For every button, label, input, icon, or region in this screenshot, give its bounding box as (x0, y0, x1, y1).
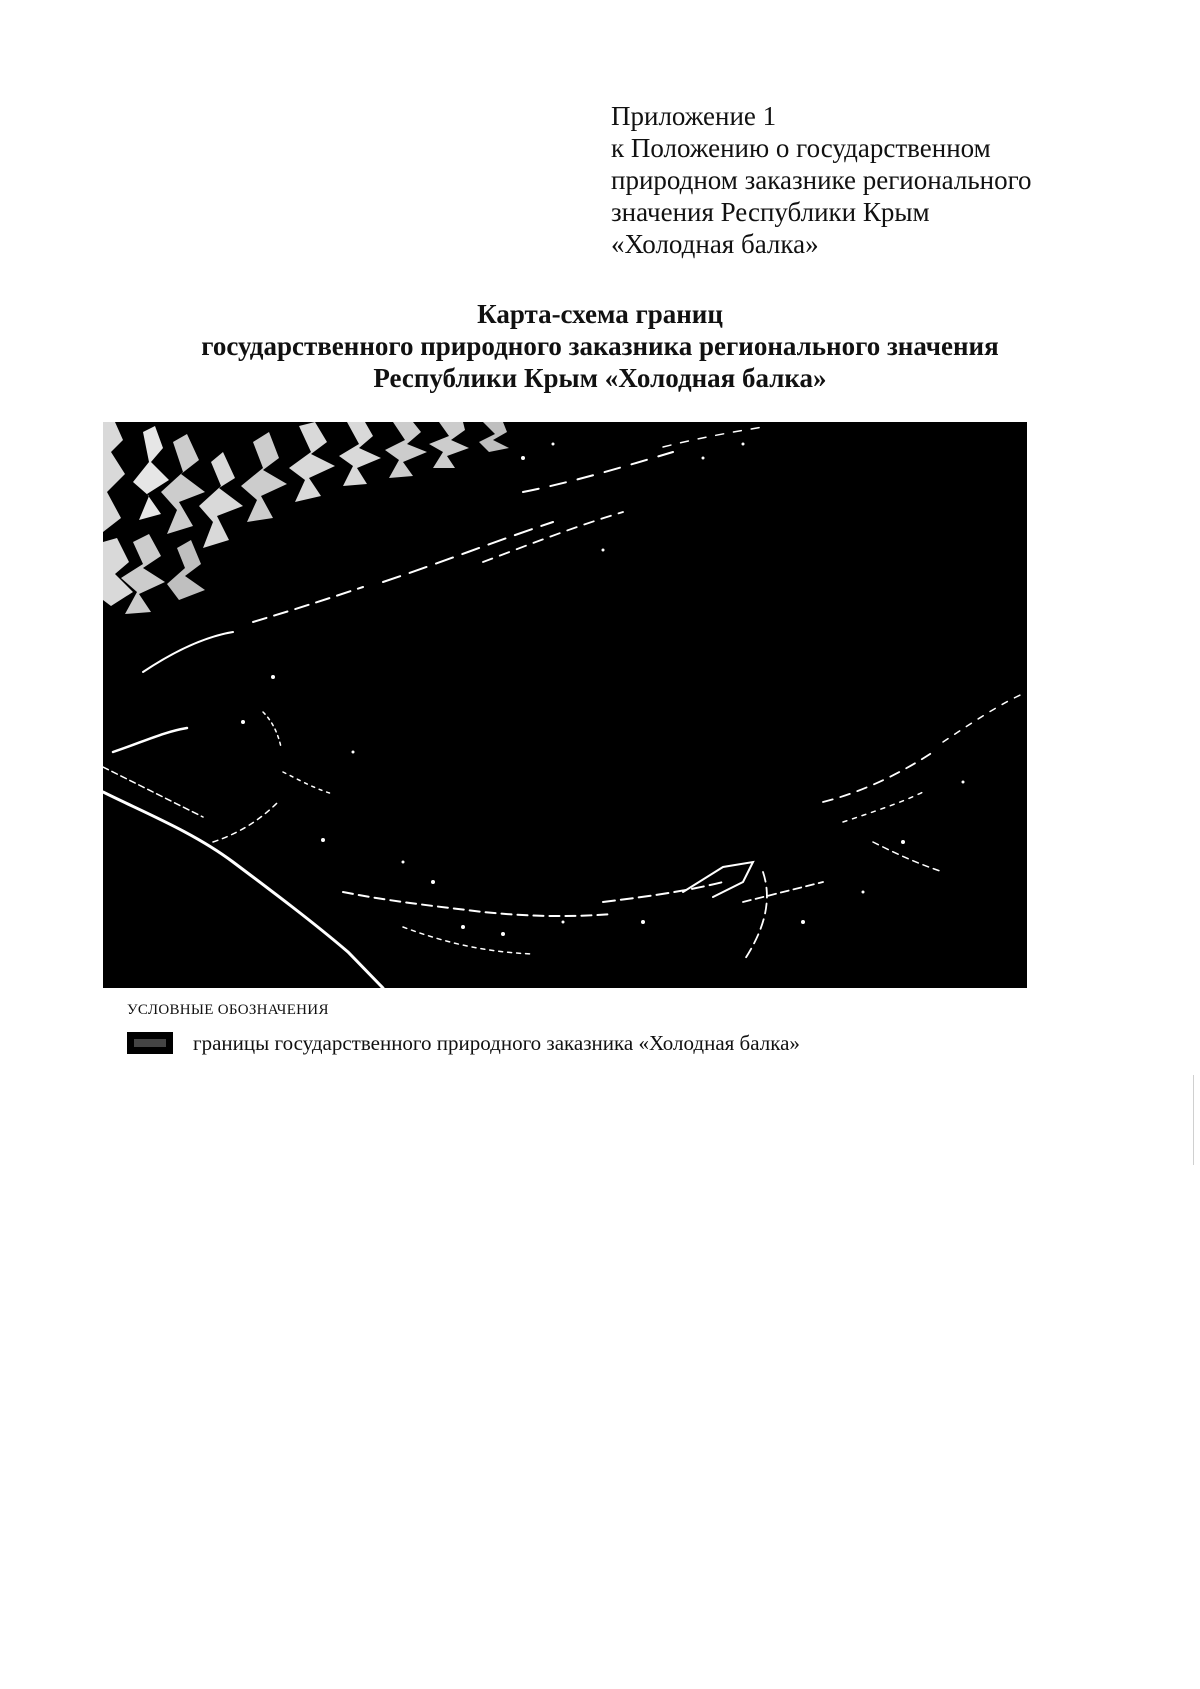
speckle (702, 457, 705, 460)
speckle (641, 920, 645, 924)
title-line: Республики Крым «Холодная балка» (373, 363, 827, 393)
appendix-line: значения Республики Крым (611, 197, 930, 227)
speckle (862, 891, 865, 894)
title-line: Карта-схема границ (477, 299, 723, 329)
appendix-line: природном заказнике регионального (611, 165, 1032, 195)
appendix-note (611, 100, 1081, 260)
speckle (352, 751, 355, 754)
speckle (501, 932, 505, 936)
speckle (321, 838, 325, 842)
speckle (552, 443, 555, 446)
speckle (271, 675, 275, 679)
speckle (901, 840, 905, 844)
speckle (521, 456, 525, 460)
document-title (100, 298, 1100, 394)
legend-heading: УСЛОВНЫЕ ОБОЗНАЧЕНИЯ (127, 1002, 329, 1018)
speckle (801, 920, 805, 924)
legend-item-label: границы государственного природного заказника «Холодная балка» (193, 1030, 800, 1055)
speckle (461, 925, 465, 929)
legend-boundary-swatch (127, 1032, 173, 1054)
scan-margin-mark (1193, 1075, 1194, 1165)
map-image (103, 422, 1027, 988)
speckle (962, 781, 965, 784)
speckle (241, 720, 245, 724)
speckle (562, 921, 565, 924)
appendix-line: Приложение 1 (611, 101, 777, 131)
map-background (103, 422, 1027, 988)
speckle (402, 861, 405, 864)
title-line: государственного природного заказника регионального значения (201, 331, 999, 361)
speckle (742, 443, 745, 446)
boundary-map (103, 422, 1027, 988)
appendix-line: «Холодная балка» (611, 229, 819, 259)
speckle (602, 549, 605, 552)
legend-item (127, 1030, 800, 1056)
appendix-line: к Положению о государственном (611, 133, 991, 163)
speckle (431, 880, 435, 884)
